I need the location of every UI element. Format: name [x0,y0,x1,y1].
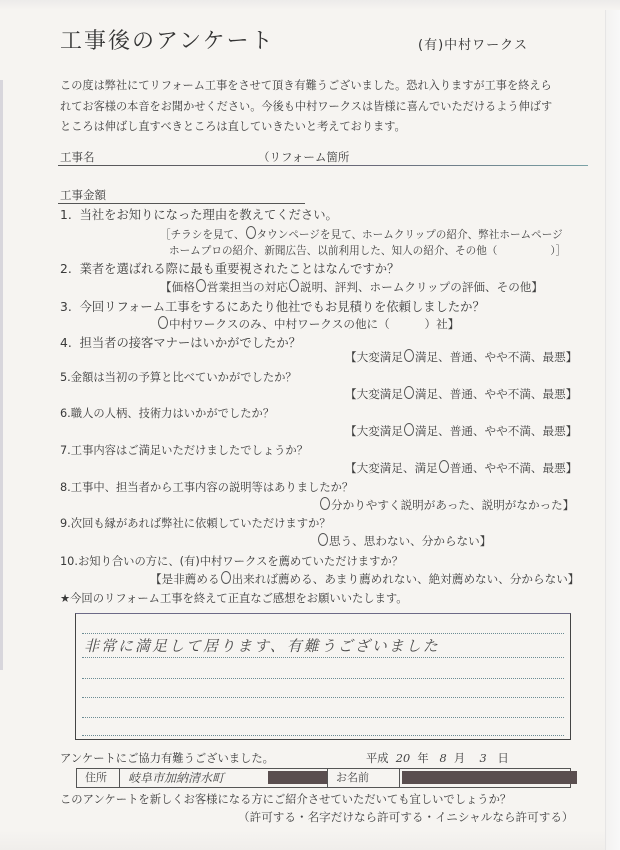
selection-circle-icon[interactable] [404,423,414,436]
scan-edge-right [605,10,620,850]
date-year[interactable]: 20 [395,752,411,765]
ruled-line [82,735,564,736]
company-name: (有)中村ワークス [418,38,529,53]
selection-circle-icon[interactable] [318,533,328,546]
selection-circle-icon[interactable] [320,497,330,510]
question-8-options: 分かりやすく説明があった、説明がなかった】 [319,497,574,513]
question-3: 3. 今回リフォーム工事をするにあたり他社でもお見積りを依頼しましたか？ [60,300,485,314]
question-1: 1. 当社をお知りになった理由を教えてください。 [60,208,338,222]
project-amount-field[interactable] [58,203,305,204]
page-title: 工事後のアンケート [60,29,275,54]
name-field[interactable] [400,769,570,787]
ruled-line [82,717,564,718]
project-name-hint: （リフォーム箇所 [258,150,350,164]
scan-edge-left [0,80,3,670]
question-5-options: 【大変満足 満足、普通、やや不満、最悪】 [345,387,578,401]
selection-circle-icon[interactable] [404,349,414,362]
address-field[interactable] [120,769,328,787]
question-4-options: 【大変満足 満足、普通、やや不満、最悪】 [345,350,578,364]
question-9: 9.次回も縁があれば弊社に依頼していただけますか？ [60,517,331,530]
question-7-options: 【大変満足、満足 普通、やや不満、最悪】 [345,461,578,475]
question-7: 7.工事内容はご満足いただけましたでしょうか？ [60,444,309,457]
question-10: 10.お知り合いの方に、(有)中村ワークスを薦めていただけますか？ [60,555,403,568]
redaction-block [402,771,577,784]
address-label: 住所 [77,769,120,787]
ruled-line [82,697,564,698]
question-2: 2. 業者を選ばれる際に最も重要視されたことはなんですか？ [60,262,400,276]
selection-circle-icon[interactable] [246,226,256,239]
ruled-line [82,633,564,634]
handwritten-comment: 非常に満足して居ります、有難うございました [84,637,440,655]
date-era: 平成 [366,752,389,765]
date-day[interactable]: 3 [479,752,487,765]
question-6: 6.職人の人柄、技術力はいかがでしたか？ [60,407,275,420]
question-8: 8.工事中、担当者から工事内容の説明等はありましたか？ [60,481,354,494]
question-3-options: 中村ワークスのみ、中村ワークスの他に（ ）社】 [157,316,459,332]
ruled-line [82,678,564,679]
comment-prompt: ★今回のリフォーム工事を終えて正直なご感想をお願いいたします。 [60,592,408,605]
permission-options[interactable]: （許可する・名字だけなら許可する・イニシャルなら許可する） [238,810,574,824]
customer-info-table [76,768,571,788]
intro-paragraph: この度は弊社にてリフォーム工事をさせて頂き有難うございました。恐れ入りますが工事を終えられてお客様の本音をお聞かせください。今後も中村ワークスは皆様に喜んでいただけるよう伸ばすところは伸ばし直すべきところは直していきたいと考えております。 [60,79,553,133]
project-amount-label: 工事金額 [60,188,106,202]
question-6-options: 【大変満足 満足、普通、やや不満、最悪】 [345,424,578,438]
date-month[interactable]: 8 [439,752,447,765]
question-9-options: 思う、思わない、分からない】 [317,533,491,549]
question-1-options-line1: ［チラシを見て、 タウンページを見て、ホームクリップの紹介、弊社ホームページ [160,226,563,242]
selection-circle-icon[interactable] [158,316,168,329]
question-1-options-line2: ホームプロの紹介、新聞広告、以前利用した、知人の紹介、その他（ ）］ [169,245,567,257]
project-name-field[interactable] [58,165,588,166]
question-4: 4. 担当者の接客マナーはいかがでしたか？ [60,336,301,350]
selection-circle-icon[interactable] [196,279,206,292]
selection-circle-icon[interactable] [221,571,231,584]
project-name-label: 工事名 [60,150,95,164]
question-10-options: 【是非薦める 出来れば薦める、あまり薦めれない、絶対薦めない、分からない】 [150,572,580,586]
selection-circle-icon[interactable] [439,460,449,473]
address-value: 岐阜市加納清水町 [128,771,225,785]
date-line: 平成 20 年 8 月 3 日 [366,752,509,765]
selection-circle-icon[interactable] [289,279,299,292]
permission-question: このアンケートを新しくお客様になる方にご紹介させていただいても宜しいでしょうか？ [60,793,512,806]
redaction-block [268,771,327,784]
question-5: 5.金額は当初の予算と比べていかがでしたか？ [60,371,297,384]
ruled-line [82,657,564,658]
thanks-message: アンケートにご協力有難うございました。 [60,752,274,765]
comment-box[interactable] [75,613,571,740]
name-label: お名前 [328,769,400,787]
selection-circle-icon[interactable] [404,386,414,399]
question-2-options: 【価格 営業担当の対応 説明、評判、ホームクリップの評価、その他】 [160,280,543,294]
